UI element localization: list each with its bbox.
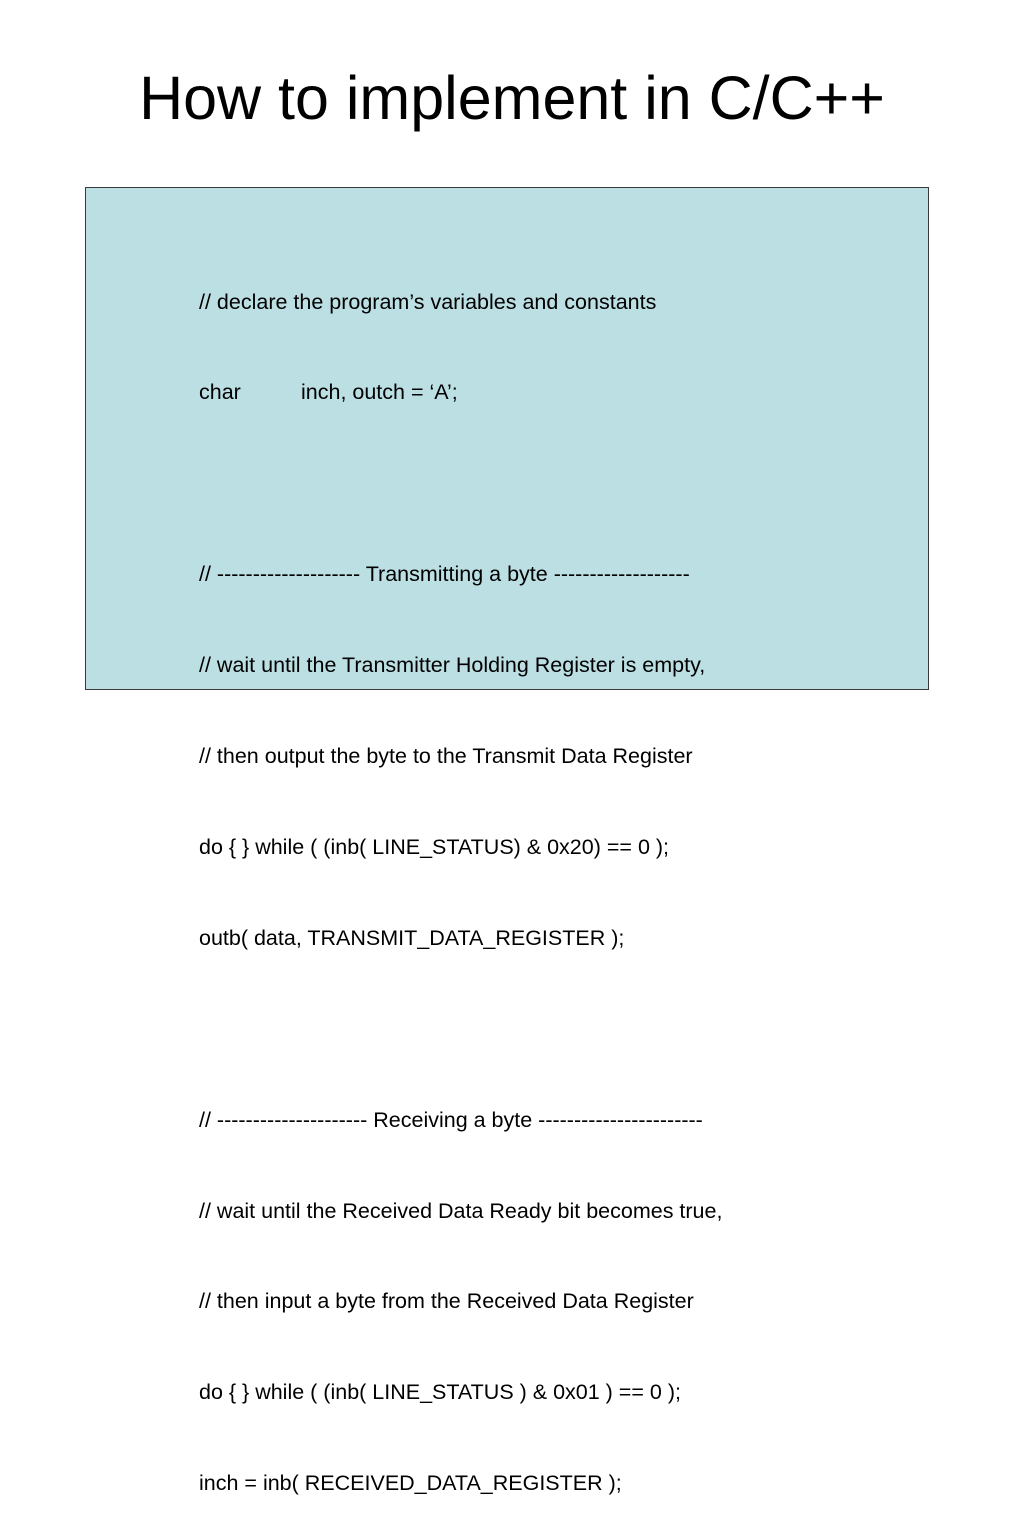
code-line-receive-header: // --------------------- Receiving a byte ----------------------- <box>199 1107 703 1132</box>
code-line-transmit-out: outb( data, TRANSMIT_DATA_REGISTER ); <box>199 925 625 950</box>
code-line-declaration <box>199 377 722 407</box>
code-line-transmit-comment-1: // wait until the Transmitter Holding Register is empty, <box>199 653 706 678</box>
code-line-transmit-header: // -------------------- Transmitting a byte ------------------- <box>199 562 690 587</box>
code-line-receive-comment-2: // then input a byte from the Received Data Register <box>199 1289 694 1314</box>
code-line-receive-in: inch = inb( RECEIVED_DATA_REGISTER ); <box>199 1471 622 1496</box>
slide-title: How to implement in C/C++ <box>139 64 885 132</box>
code-line-transmit-comment-2: // then output the byte to the Transmit Data Register <box>199 744 693 769</box>
code-line-receive-loop: do { } while ( (inb( LINE_STATUS ) & 0x01 ) == 0 ); <box>199 1380 681 1405</box>
code-listing <box>199 226 722 1529</box>
code-line-receive-comment-1: // wait until the Received Data Ready bit becomes true, <box>199 1198 723 1223</box>
code-line-blank <box>199 468 722 498</box>
code-line-blank <box>199 1014 722 1044</box>
code-line-transmit-loop: do { } while ( (inb( LINE_STATUS) & 0x20) == 0 ); <box>199 834 670 859</box>
code-line-declare-comment: // declare the program’s variables and constants <box>199 289 657 314</box>
declaration-vars: inch, outch = ‘A’; <box>301 380 458 405</box>
declaration-type: char <box>199 380 241 405</box>
